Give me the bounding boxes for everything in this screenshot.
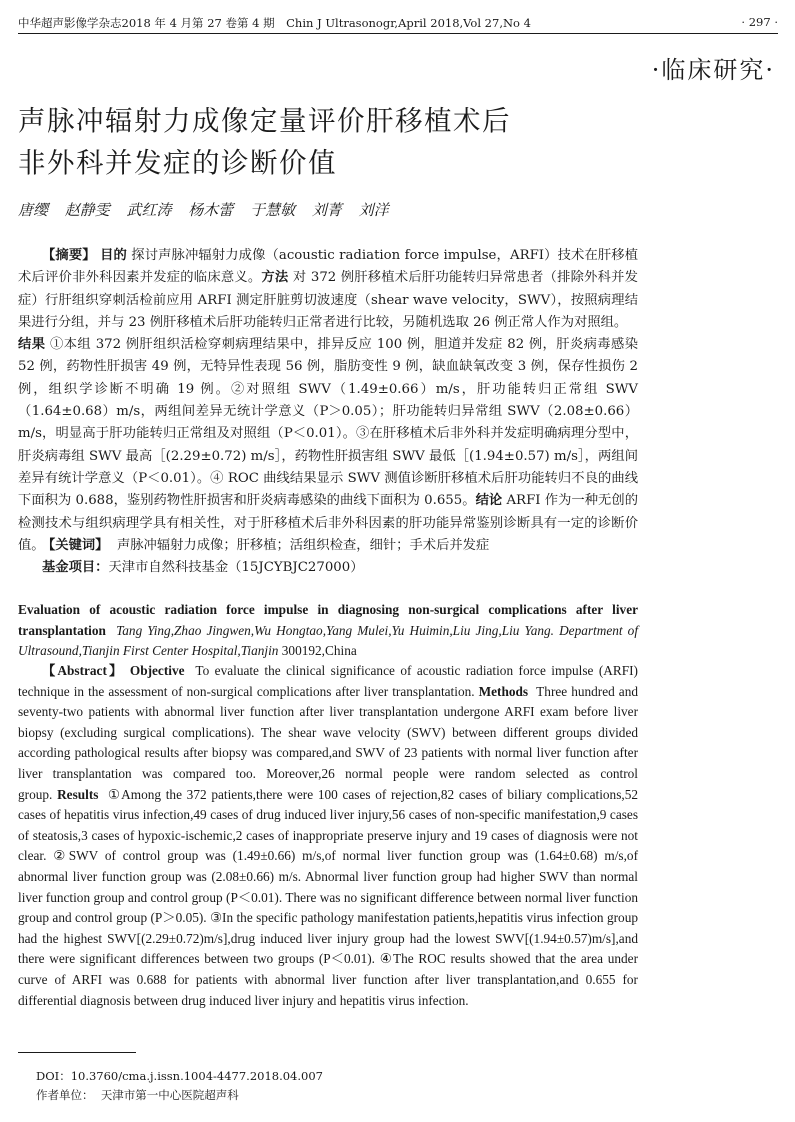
english-authors: Tang Ying,Zhao Jingwen,Wu Hongtao,Yang Mulei,Yu Huimin,Liu Jing,Liu Yang. [116, 622, 554, 638]
title-line-1: 声脉冲辐射力成像定量评价肝移植术后 [18, 105, 511, 137]
results-en-text: ①Among the 372 patients,there were 100 cases of rejection,82 cases of biliary complications,52 cases of hepatitis virus infection,49 cases of drug induced liver injury,56 cases of non-specific manifestation,9 cases of steatosis,3 cases of hypoxic-ischemic,2 cases of inappropriate preserve injury and 19 cases of diagnosis were not clear. ②SWV of control group was (1.49±0.66) m/s,of normal liver function group was (1.64±0.68) m/s,of abnormal liver function group was (2.08±0.66) m/s. Abnormal liver function group had higher SWV than normal liver function group and control group (P＜0.01). There was no significant difference between normal liver function group and control group (P＞0.05). ③In the specific pathology manifestation patients,hepatitis virus infection group had the highest SWV[(2.29±0.72)m/s],drug induced liver injury group had the lowest SWV[(1.94±0.57)m/s],and there were significant differences between two groups (P＜0.01). ④The ROC results showed that the area under curve of ARFI was 0.688 for patients with abnormal liver function after liver transplantation,and 0.655 for differential diagnosis between drug induced liver injury and hepatitis virus infection. [18, 786, 638, 1008]
english-affiliation: Department of Ultrasound,Tianjin First Center Hospital,Tianjin [18, 622, 639, 658]
english-abstract [18, 661, 638, 1011]
english-affiliation-tail: 300192,China [278, 643, 357, 658]
keywords-text: 声脉冲辐射力成像；肝移植；活组织检查，细针；手术后并发症 [116, 538, 490, 553]
author-list: 唐缨 赵静雯 武红涛 杨木蕾 于慧敏 刘菁 刘洋 [18, 201, 389, 219]
page-number: · 297 · [741, 15, 778, 29]
fund-label: 基金项目： [42, 560, 109, 576]
section-label: ·临床研究· [651, 56, 775, 84]
methods-en-label: Methods [478, 683, 529, 699]
methods-text: 对 372 例肝移植术后肝功能转归异常患者（排除外科并发症）行肝组织穿刺活检前应用 ARFI 测定肝脏剪切波速度（shear wave velocity，SWV），按照病理结果进行分组，并与 23 例肝移植术后肝功能转归正常者进行比较，另随机选取 26 例正常人作为对照组。 [18, 270, 638, 330]
fund-text: 天津市自然科技基金（15JCYBJC27000） [108, 560, 364, 576]
english-title: Evaluation of acoustic radiation force impulse in diagnosing non-surgical complications after liver transplantation [18, 602, 638, 638]
results-en-label: Results [57, 786, 99, 802]
journal-citation: 中华超声影像学杂志2018 年 4 月第 27 卷第 4 期 Chin J Ultrasonogr,April 2018,Vol 27,No 4 [18, 16, 531, 30]
objective-label: 目的 [100, 248, 127, 263]
abstract-en-label: 【Abstract】 [42, 663, 125, 678]
doi-footnote: DOI：10.3760/cma.j.issn.1004-4477.2018.04.007 [36, 1069, 323, 1083]
english-title-block [18, 600, 638, 662]
objective-en-text: To evaluate the clinical significance of acoustic radiation force impulse (ARFI) technique in the assessment of non-surgical complications after liver transplantation. [18, 663, 638, 699]
author-unit-footnote [36, 1087, 239, 1103]
title-line-2: 非外科并发症的诊断价值 [18, 147, 337, 179]
objective-text: 探讨声脉冲辐射力成像（acoustic radiation force impulse，ARFI）技术在肝移植术后评价非外科因素并发症的临床意义。 [18, 248, 639, 286]
methods-label: 方法 [261, 270, 289, 286]
author-unit-label: 作者单位： [36, 1088, 94, 1102]
results-label: 结果 [18, 337, 46, 353]
keywords-line [18, 535, 638, 557]
keywords-block [18, 535, 638, 580]
author-unit-text: 天津市第一中心医院超声科 [100, 1088, 239, 1102]
abstract-label: 【摘要】 [42, 248, 96, 263]
footnote-rule [18, 1052, 136, 1053]
keywords-label: 【关键词】 [42, 538, 109, 553]
conclusion-label: 结论 [475, 493, 503, 509]
methods-en-text: Three hundred and seventy-two patients with abnormal liver function after liver transplantation undergone ARFI exam before liver biopsy (excluding surgical complications). The shear wave velocity (SWV) between different groups divided according pathological results after biopsy was compared,and SWV of 23 patients with normal liver function after liver transplantation was compared too. Moreover,26 normal people were random selected as control group. [18, 683, 638, 802]
article-title [18, 100, 638, 184]
fund-line [18, 557, 638, 579]
results-text: ①本组 372 例肝组织活检穿刺病理结果中，排异反应 100 例，胆道并发症 82 例，肝炎病毒感染 52 例，药物性肝损害 49 例，无特异性表现 56 例，脂肪变性 9 例，缺血缺氧改变 3 例，保存性损伤 2 例，组织学诊断不明确 19 例。②对照组 SWV（1.49±0.66）m/s，肝功能转归正常组 SWV（1.64±0.68）m/s，两组间差异无统计学意义（P＞0.05）；肝功能转归异常组 SWV（2.08±0.66）m/s，明显高于肝功能转归正常组及对照组（P＜0.01）。③在肝移植术后非外科并发症明确病理分型中，肝炎病毒组 SWV 最高［(2.29±0.72) m/s］，药物性肝损害组 SWV 最低［(1.94±0.57) m/s］，两组间差异有统计学意义（P＜0.01）。④ ROC 曲线结果显示 SWV 测值诊断肝移植术后肝功能转归不良的曲线下面积为 0.688，鉴别药物性肝损害和肝炎病毒感染的曲线下面积为 0.655。 [18, 337, 638, 509]
conclusion-text: ARFI 作为一种无创的检测技术与组织病理学具有相关性，对于肝移植术后非外科因素的肝功能异常鉴别诊断具有一定的诊断价值。 [18, 493, 638, 553]
running-head [18, 13, 778, 34]
chinese-abstract [18, 245, 638, 557]
objective-en-label: Objective [129, 663, 185, 678]
